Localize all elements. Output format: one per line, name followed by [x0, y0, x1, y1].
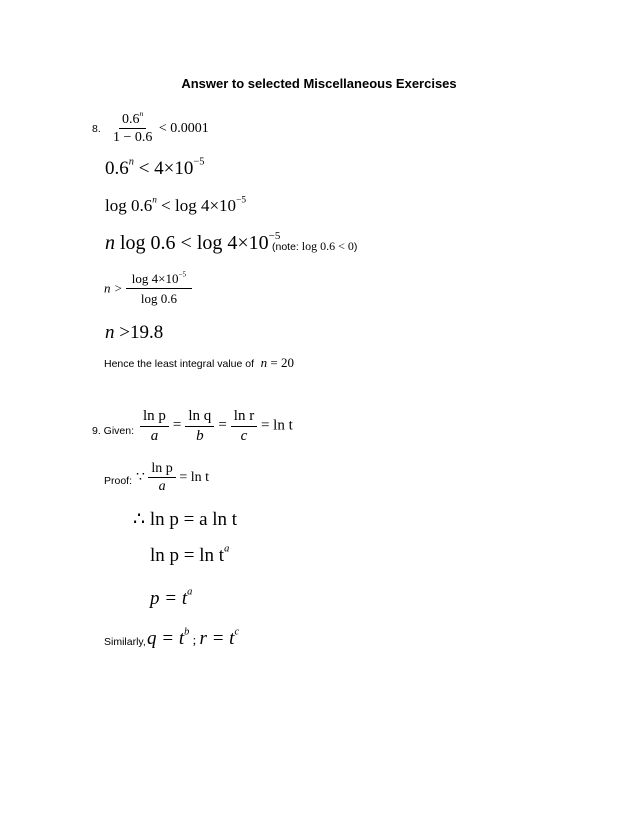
q8-note-close: )	[353, 241, 358, 253]
q9-g2-den: b	[196, 427, 204, 444]
q9-given-frac-p	[140, 408, 169, 444]
q8-line4	[104, 272, 192, 307]
q9-p-line	[150, 588, 192, 610]
q9-proof-frac	[148, 461, 175, 495]
q9-eq-2: =	[218, 417, 227, 434]
q9-therefore-line: ∴ ln p = a ln t	[133, 509, 238, 530]
q9-q-line: q = t	[147, 628, 185, 649]
q9-given-frac-q	[185, 408, 214, 444]
q8-l5-rest: >19.8	[114, 322, 164, 343]
q8-line2	[105, 196, 246, 216]
page-title: Answer to selected Miscellaneous Exercises	[181, 76, 457, 91]
q8-frac-den: 1 − 0.6	[113, 130, 153, 146]
q9-p-den: a	[158, 479, 166, 495]
q9-r-line: r = t	[199, 628, 235, 649]
q9-ln-exp-a: a	[224, 543, 230, 555]
q9-p-num: ln p	[148, 461, 175, 478]
q8-l4-fraction	[126, 272, 192, 307]
q9-g3-num: ln r	[231, 408, 257, 427]
q8-l2-rel: < log 4×10	[161, 196, 237, 215]
q8-hence-val: = 20	[267, 355, 294, 370]
q8-l1-exp: n	[128, 156, 134, 168]
q9-ln-line	[150, 545, 229, 567]
q9-sep: ;	[189, 632, 200, 647]
q9-q-exp-b: b	[184, 626, 190, 638]
q8-l4-exp-m5: −5	[178, 270, 187, 279]
q9-ln-line-text: ln p = ln t	[150, 545, 225, 566]
q8-l1-base: 0.6	[105, 158, 129, 179]
q8-l3-rest: log 0.6 < log 4×10	[115, 232, 269, 254]
q8-l4-lhs: n >	[104, 280, 123, 296]
q8-fraction	[110, 109, 155, 146]
q8-l3-exp-m5: −5	[268, 230, 281, 243]
q8-line3	[105, 232, 280, 255]
q9-given-frac-r	[231, 408, 257, 444]
q9-given	[140, 408, 293, 444]
q8-line1	[105, 158, 205, 180]
q8-rhs: < 0.0001	[158, 121, 209, 137]
q8-exp-n: n	[139, 109, 144, 119]
q9-proof-label: Proof:	[104, 475, 133, 487]
q9-proof-line	[136, 461, 209, 495]
q8-hence-text: Hence the least integral value of	[104, 358, 255, 370]
q8-l3-n: n	[105, 232, 115, 254]
q8-note	[272, 239, 357, 254]
q8-hence	[104, 355, 294, 371]
q9-g3-den: c	[240, 427, 248, 444]
q9-r-exp-c: c	[234, 626, 240, 638]
q8-note-open: (note:	[272, 241, 302, 253]
q9-label: 9. Given:	[92, 425, 135, 437]
q9-p-exp-a: a	[187, 586, 193, 598]
q9-p-rhs: = ln t	[179, 470, 209, 486]
q9-g2-num: ln q	[185, 408, 214, 427]
q8-l2-lhs: log 0.6	[105, 196, 153, 215]
q8-l1-exp-m5: −5	[193, 156, 205, 168]
q8-l4-num: log 4×10	[131, 271, 179, 286]
q8-line5	[105, 322, 163, 344]
q8-note-math: log 0.6 < 0	[301, 239, 354, 253]
q8-l1-rel: < 4×10	[138, 158, 194, 179]
q8-hence-n: n	[260, 355, 268, 370]
q9-eq-1: =	[172, 417, 182, 434]
q8-l2-exp: n	[152, 195, 157, 206]
q8-l4-den: log 0.6	[140, 291, 177, 307]
q8-label: 8.	[92, 123, 101, 135]
q8-l2-exp-m5: −5	[236, 195, 247, 206]
q9-because: ∵	[136, 470, 145, 486]
q9-p-line-text: p = t	[150, 588, 188, 609]
q8-l5-n: n	[105, 322, 115, 343]
q9-g1-num: ln p	[140, 408, 169, 427]
q9-g1-den: a	[150, 427, 159, 444]
q9-similarly-line	[147, 628, 239, 650]
q8-inequality	[110, 109, 209, 146]
q9-given-rhs: = ln t	[260, 417, 293, 434]
q8-frac-num: 0.6	[122, 112, 140, 127]
q9-similarly-label: Similarly,	[104, 636, 146, 648]
